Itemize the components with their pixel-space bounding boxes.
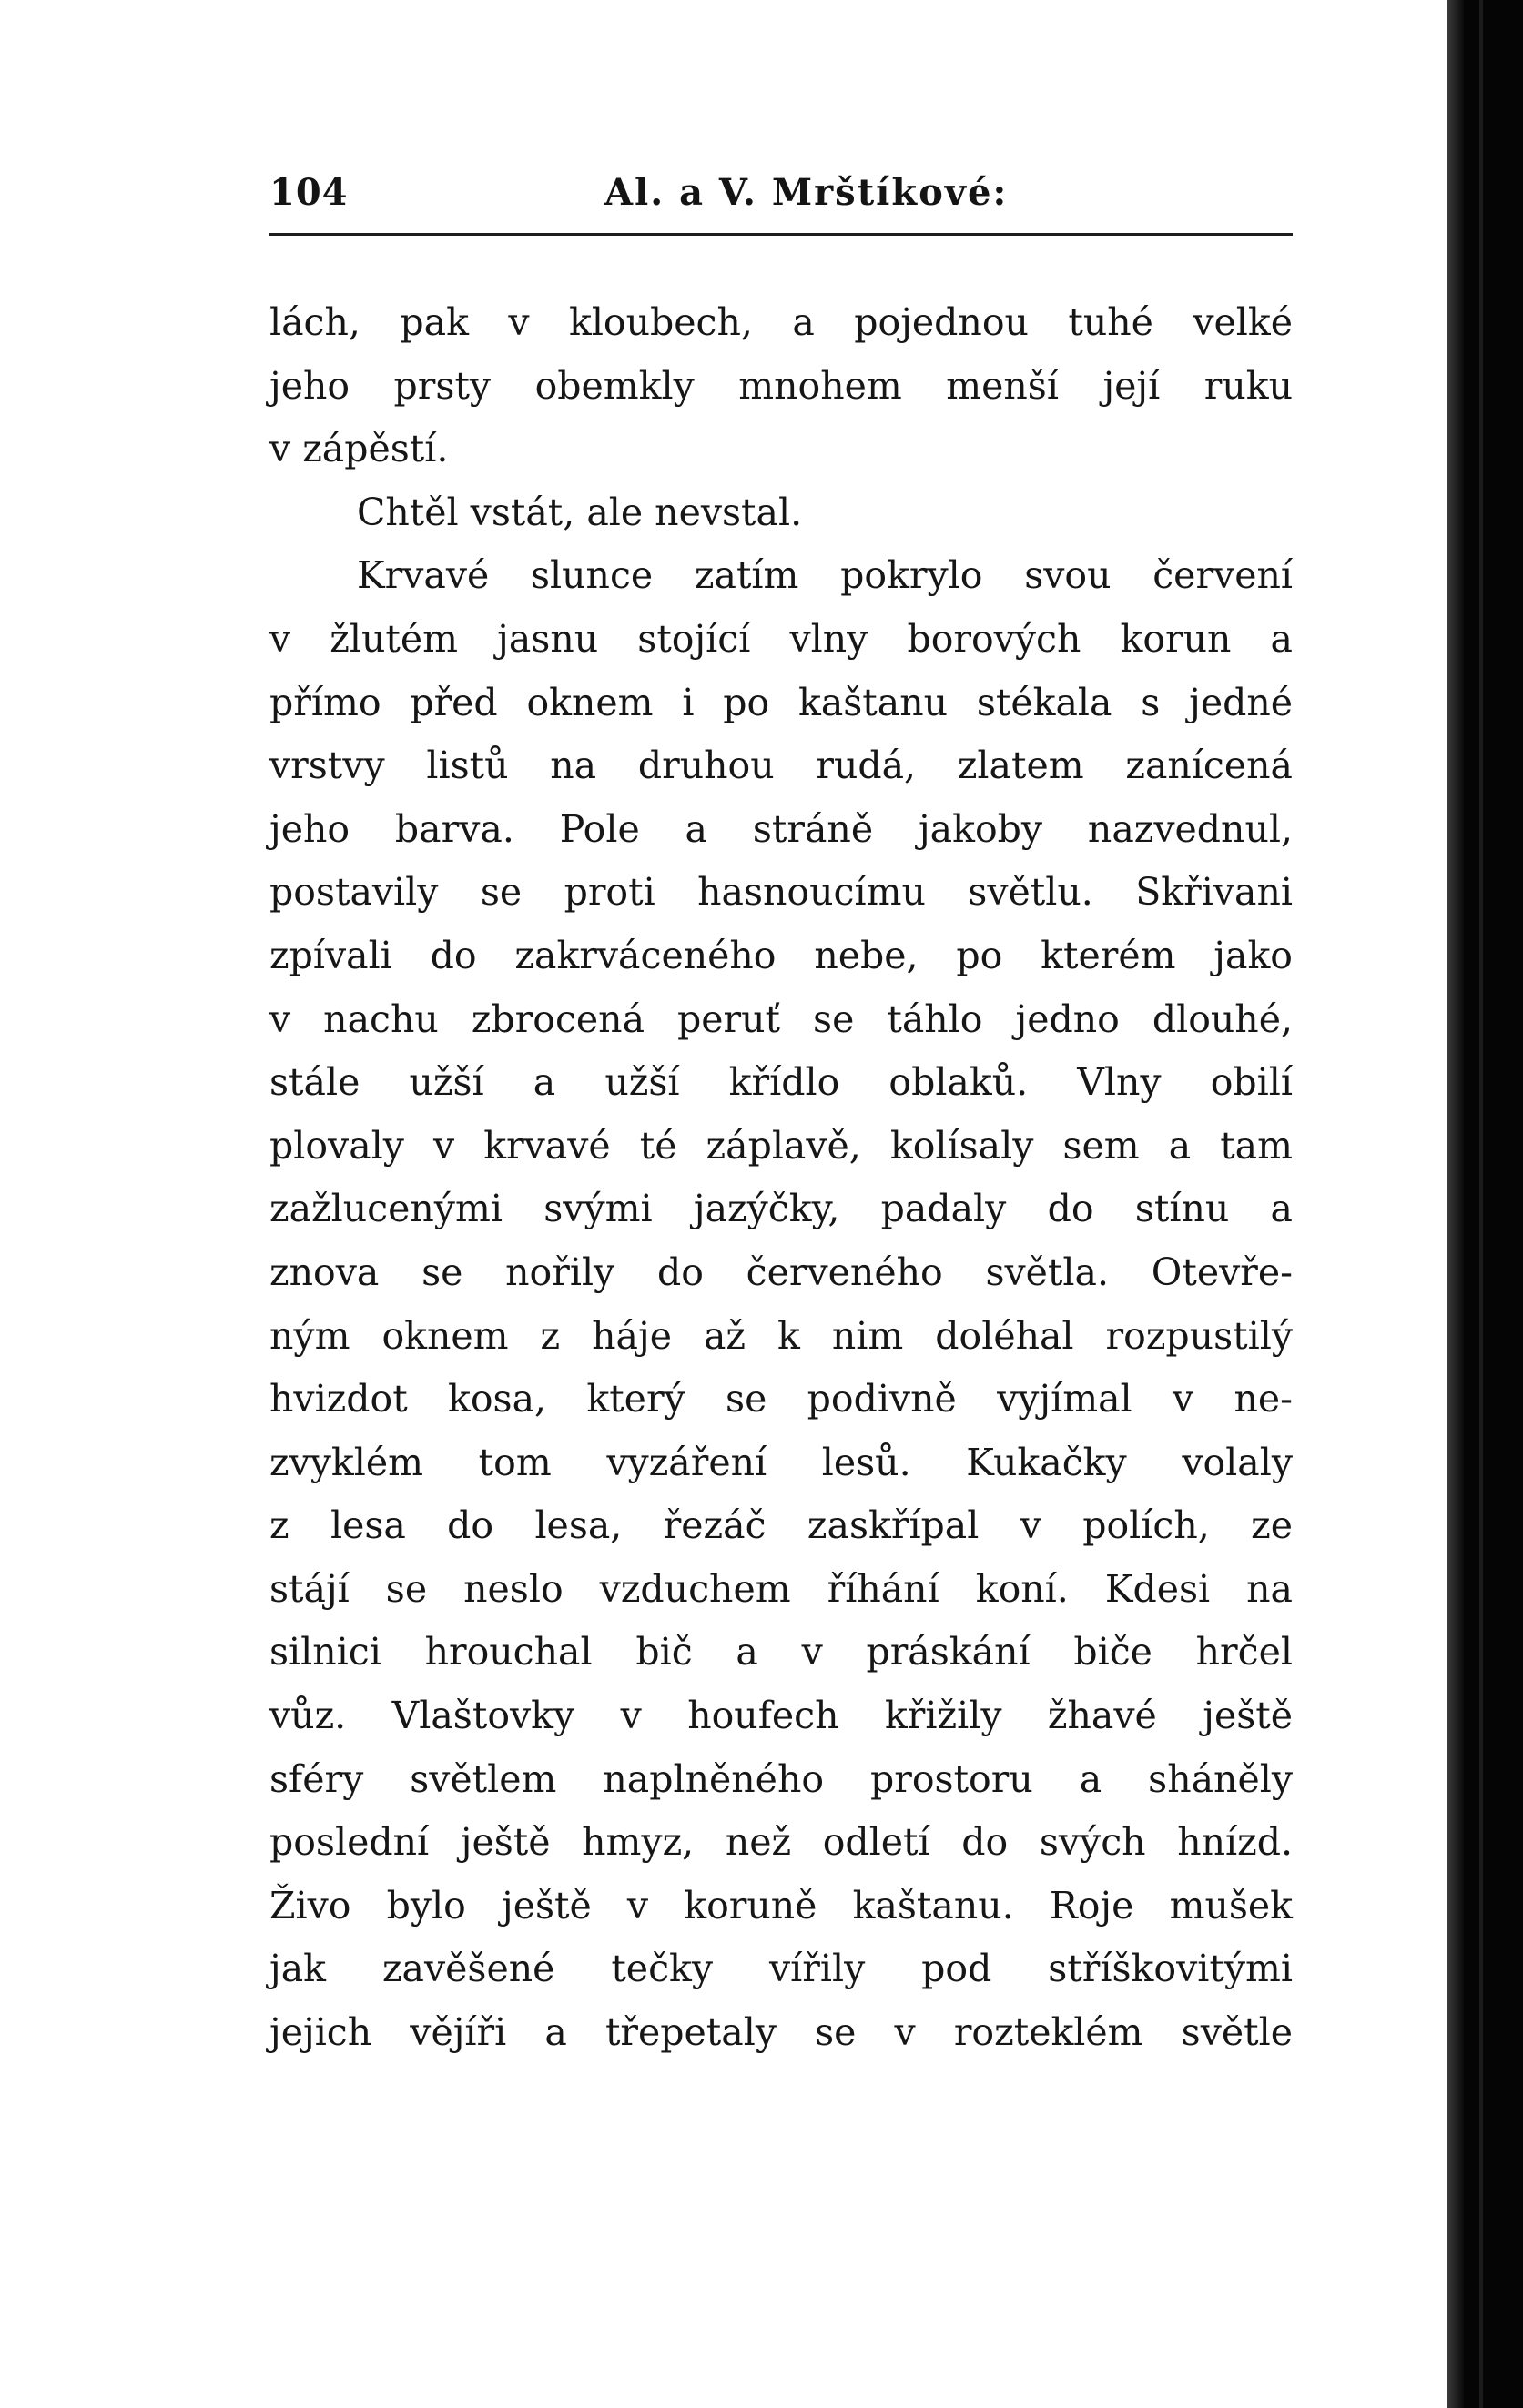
text-line: v žlutém jasnu stojící vlny borových korun a <box>269 616 1293 661</box>
text-line: vůz. Vlaštovky v houfech křižily žhavé ještě <box>269 1694 1293 1738</box>
running-header <box>269 171 1293 226</box>
text-line: ným oknem z háje až k nim doléhal rozpustilý <box>269 1313 1293 1358</box>
header-rule <box>269 233 1293 236</box>
text-line: Krvavé slunce zatím pokrylo svou červení <box>357 553 1293 598</box>
text-line: sféry světlem naplněného prostoru a sháněly <box>269 1756 1293 1801</box>
page-number: 104 <box>269 171 349 214</box>
text-line: Chtěl vstát, ale nevstal. <box>357 490 803 534</box>
text-line: postavily se proti hasnoucímu světlu. Skřivani <box>269 870 1293 915</box>
text-line: jeho prsty obemkly mnohem menší její ruku <box>269 363 1293 408</box>
scan-border <box>1464 0 1523 2408</box>
text-line: vrstvy listů na druhou rudá, zlatem zanícená <box>269 744 1293 788</box>
text-line: jak zavěšené tečky vířily pod stříškovitými <box>269 1947 1293 1991</box>
text-line: stále užší a užší křídlo oblaků. Vlny obilí <box>269 1060 1293 1105</box>
text-line: jeho barva. Pole a stráně jakoby nazvednul, <box>269 806 1293 851</box>
text-line: hvizdot kosa, který se podivně vyjímal v ne- <box>269 1377 1293 1422</box>
text-line: silnici hrouchal bič a v práskání biče hrčel <box>269 1630 1293 1674</box>
text-line: plovaly v krvavé té záplavě, kolísaly sem a tam <box>269 1123 1293 1168</box>
body-text <box>269 291 1293 2065</box>
text-line: stájí se neslo vzduchem říhání koní. Kdesi na <box>269 1566 1293 1611</box>
text-line: jejich vějíři a třepetaly se v rozteklém světle <box>269 2010 1293 2055</box>
text-line: zvyklém tom vyzáření lesů. Kukačky volaly <box>269 1440 1293 1484</box>
text-line: znova se nořily do červeného světla. Otevře- <box>269 1250 1293 1294</box>
scan-border-line <box>1479 0 1483 2408</box>
text-line: v zápěstí. <box>269 427 449 471</box>
page-edge-shadow <box>1447 0 1464 2408</box>
text-line: lách, pak v kloubech, a pojednou tuhé velké <box>269 300 1293 344</box>
text-line: Živo bylo ještě v koruně kaštanu. Roje mušek <box>269 1883 1293 1927</box>
text-line: přímo před oknem i po kaštanu stékala s jedné <box>269 680 1293 724</box>
text-line: zažlucenými svými jazýčky, padaly do stínu a <box>269 1187 1293 1231</box>
header-title: Al. a V. Mrštíkové: <box>604 171 1009 214</box>
text-line: poslední ještě hmyz, než odletí do svých hnízd. <box>269 1820 1293 1865</box>
text-line: zpívali do zakrváceného nebe, po kterém jako <box>269 933 1293 977</box>
text-line: v nachu zbrocená peruť se táhlo jedno dlouhé, <box>269 997 1293 1041</box>
text-line: z lesa do lesa, řezáč zaskřípal v polích, ze <box>269 1503 1293 1548</box>
